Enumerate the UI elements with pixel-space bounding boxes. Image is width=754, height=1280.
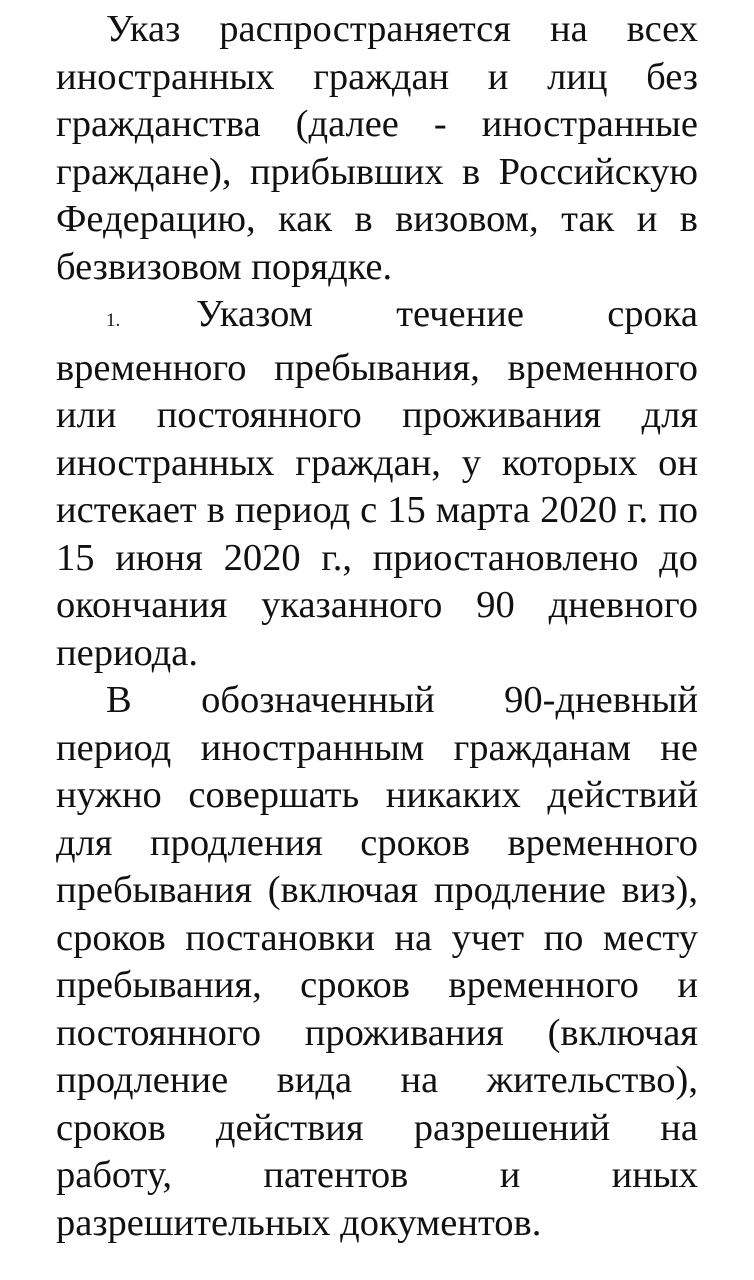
item-word-3: срока	[607, 293, 698, 335]
document-page	[56, 6, 698, 1247]
item-word-1: Указом	[196, 293, 313, 335]
paragraph-item-1	[56, 291, 698, 677]
item-1-body: временного пребывания, временного или постоянного проживания для иностранных граждан, у которых он истекает в период с 15 марта 2020 г. по 15 июня 2020 г., приостановлено до окончания указанного 90 дневного периода.	[56, 346, 698, 674]
item-number: 1.	[106, 310, 121, 331]
item-1-first-line	[56, 291, 698, 345]
paragraph-period: В обозначенный 90-дневный период иностранным гражданам не нужно совершать никаких действий для продления сроков временного пребывания (включая продление виз), сроков постановки на учет по месту пребывания, сроков временного и постоянного проживания (включая продление вида на жительство), сроков действия разрешений на работу, патентов и иных разрешительных документов.	[56, 679, 698, 1244]
paragraph-scope: Указ распространяется на всех иностранных граждан и лиц без гражданства (далее - иностранные граждане), прибывших в Российскую Федерацию, как в визовом, так и в безвизовом порядке.	[56, 8, 698, 288]
item-word-2: течение	[396, 293, 524, 335]
